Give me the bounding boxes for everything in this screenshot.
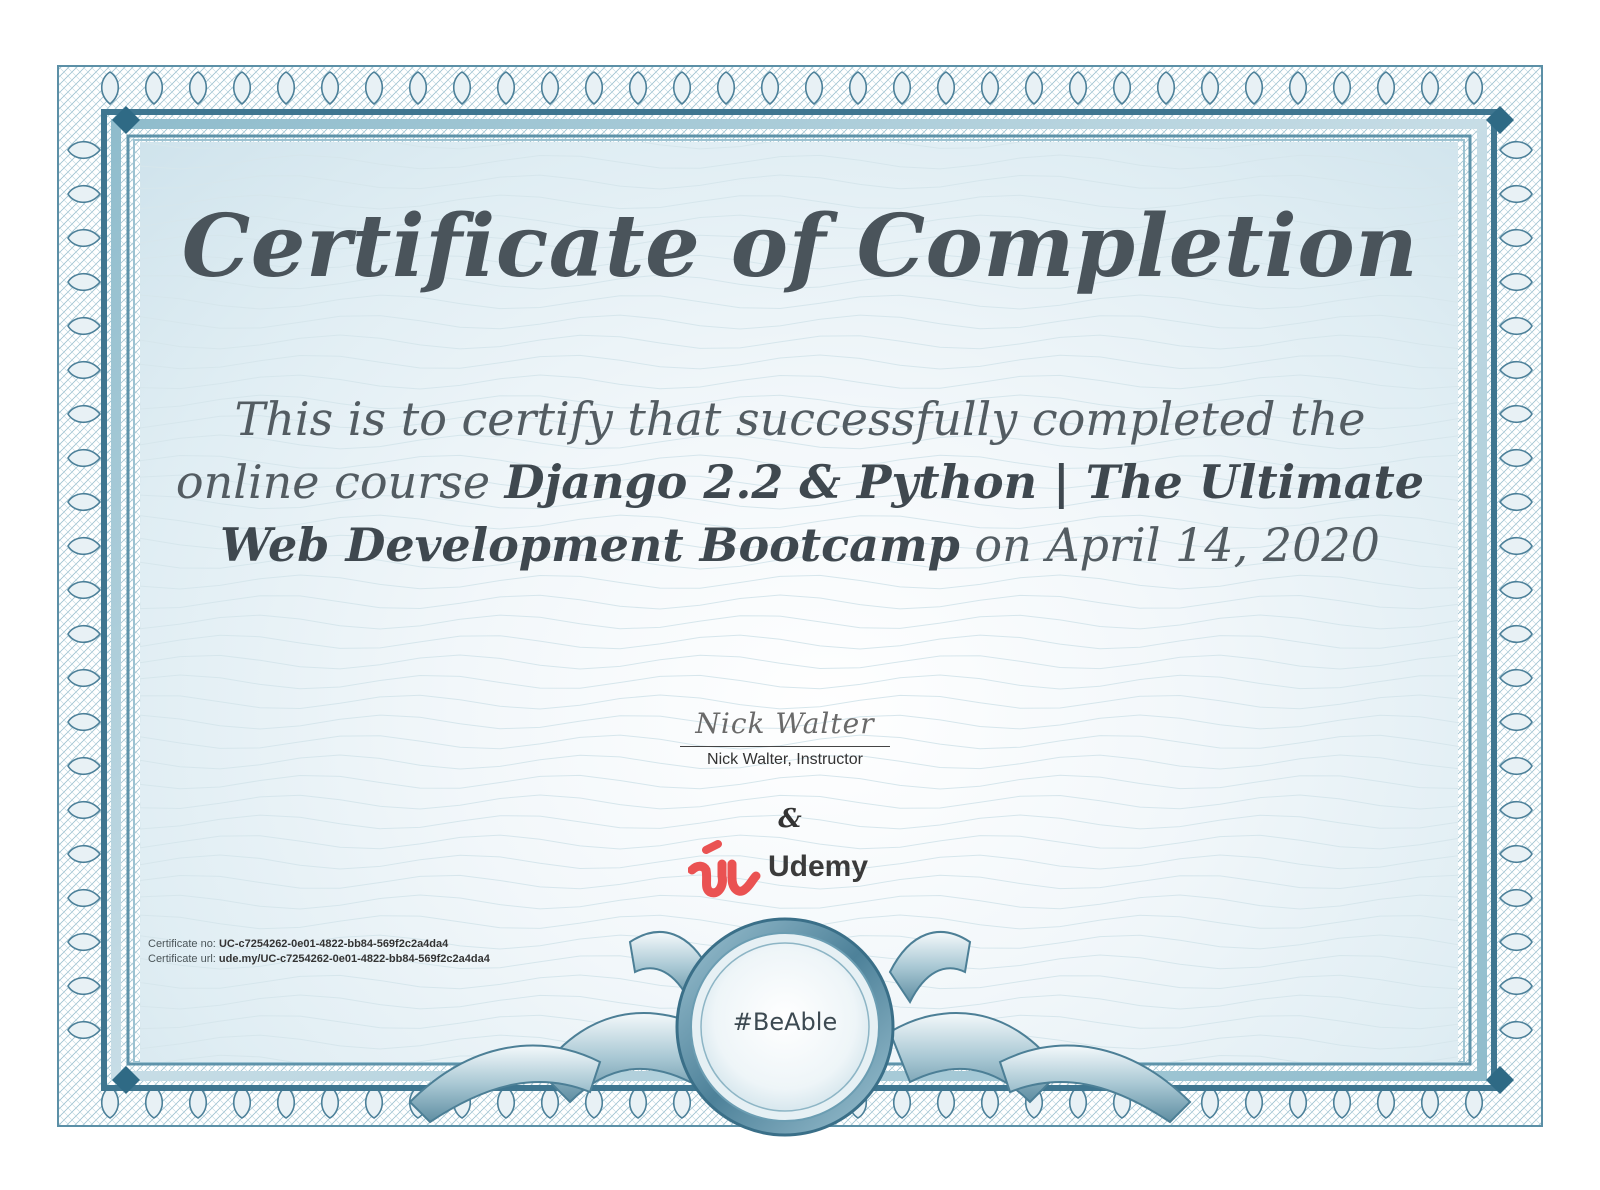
signature-line xyxy=(680,746,890,747)
instructor-caption: Nick Walter, Instructor xyxy=(707,751,863,768)
watermark-wave xyxy=(140,375,1458,389)
watermark-wave xyxy=(140,575,1458,589)
ampersand: & xyxy=(778,804,802,834)
statement-intro: This is to certify that successfully completed the online course xyxy=(175,392,1366,509)
watermark-wave xyxy=(140,175,1458,189)
udemy-wordmark: Udemy xyxy=(768,850,869,883)
watermark-wave xyxy=(140,315,1458,329)
course-name: Django 2.2 & Python | The Ultimate Web Development Bootcamp xyxy=(220,455,1425,572)
certificate-url-link[interactable]: ude.my/UC-c7254262-0e01-4822-bb84-569f2c2a4da4 xyxy=(218,953,490,965)
watermark-wave xyxy=(140,655,1458,669)
instructor-signature: Nick Walter xyxy=(695,707,875,740)
udemy-u-icon xyxy=(688,840,762,900)
watermark-wave xyxy=(140,335,1458,349)
watermark-wave xyxy=(140,635,1458,649)
signature-block xyxy=(680,702,890,769)
watermark-wave xyxy=(140,595,1458,609)
watermark-wave xyxy=(140,142,1458,149)
watermark-wave xyxy=(140,355,1458,369)
certification-statement xyxy=(160,388,1440,577)
certificate-number[interactable]: UC-c7254262-0e01-4822-bb84-569f2c2a4da4 xyxy=(218,938,449,950)
watermark-wave xyxy=(140,775,1458,789)
date-prefix: on xyxy=(974,518,1032,572)
certificate-title: Certificate of Completion xyxy=(181,196,1419,297)
certificate-number-label: Certificate no: xyxy=(148,938,216,950)
certificate-url-label: Certificate url: xyxy=(148,953,216,965)
watermark-wave xyxy=(140,155,1458,169)
completion-date: April 14, 2020 xyxy=(1046,518,1380,572)
watermark-wave xyxy=(140,675,1458,689)
watermark-wave xyxy=(140,615,1458,629)
seal-hashtag: #BeAble xyxy=(732,1008,838,1036)
watermark-wave xyxy=(140,295,1458,309)
udemy-logo xyxy=(688,840,888,900)
